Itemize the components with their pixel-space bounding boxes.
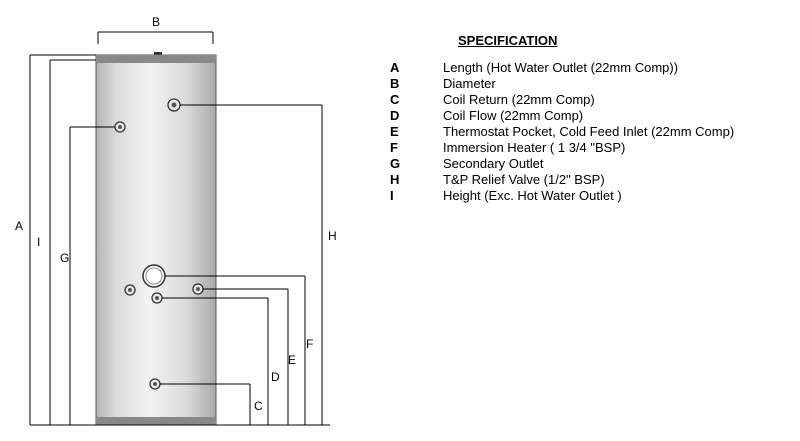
spec-row-f [390,140,734,156]
spec-desc: Secondary Outlet [443,156,544,171]
label-g: G [60,251,70,265]
fitting-h-relief-valve [168,99,180,111]
fitting-e-thermostat-pocket [125,285,135,295]
spec-letter: I [390,188,394,203]
fitting-c-coil-return [150,379,160,389]
spec-desc: Immersion Heater ( 1 3/4 "BSP) [443,140,626,155]
label-f: F [306,337,314,351]
spec-letter: D [390,108,400,123]
spec-row-d [390,108,734,124]
spec-title: SPECIFICATION [458,33,558,48]
spec-row-e [390,124,734,140]
spec-desc: Coil Flow (22mm Comp) [443,108,584,123]
label-e: E [288,353,297,367]
label-d: D [271,370,280,384]
spec-desc: Diameter [443,76,496,91]
spec-desc: T&P Relief Valve (1/2" BSP) [443,172,605,187]
spec-letter: B [390,76,400,91]
spec-letter: E [390,124,399,139]
label-i: I [37,235,41,249]
spec-row-i [390,188,734,204]
fitting-g-secondary-outlet [115,122,125,132]
cylinder-body [96,52,216,425]
fitting-e-cold-feed [193,284,203,294]
spec-desc: Thermostat Pocket, Cold Feed Inlet (22mm Comp) [443,124,735,139]
spec-letter: F [390,140,398,155]
label-b: B [152,15,161,29]
spec-desc: Height (Exc. Hot Water Outlet ) [443,188,622,203]
fitting-d-coil-flow [152,293,162,303]
spec-letter: H [390,172,400,187]
spec-row-g [390,156,734,172]
spec-row-c [390,92,734,108]
spec-letter: A [390,60,400,75]
label-a: A [15,219,24,233]
spec-row-h [390,172,734,188]
dimension-b [98,32,213,44]
spec-letter: G [390,156,401,171]
label-c: C [254,399,263,413]
dimension-i [50,60,96,425]
label-h: H [328,229,337,243]
spec-row-b [390,76,734,92]
spec-row-a [390,60,734,76]
spec-list [390,60,734,204]
spec-desc: Length (Hot Water Outlet (22mm Comp)) [443,60,679,75]
spec-desc: Coil Return (22mm Comp) [443,92,595,107]
spec-letter: C [390,92,400,107]
fitting-f-immersion-heater [143,265,165,287]
